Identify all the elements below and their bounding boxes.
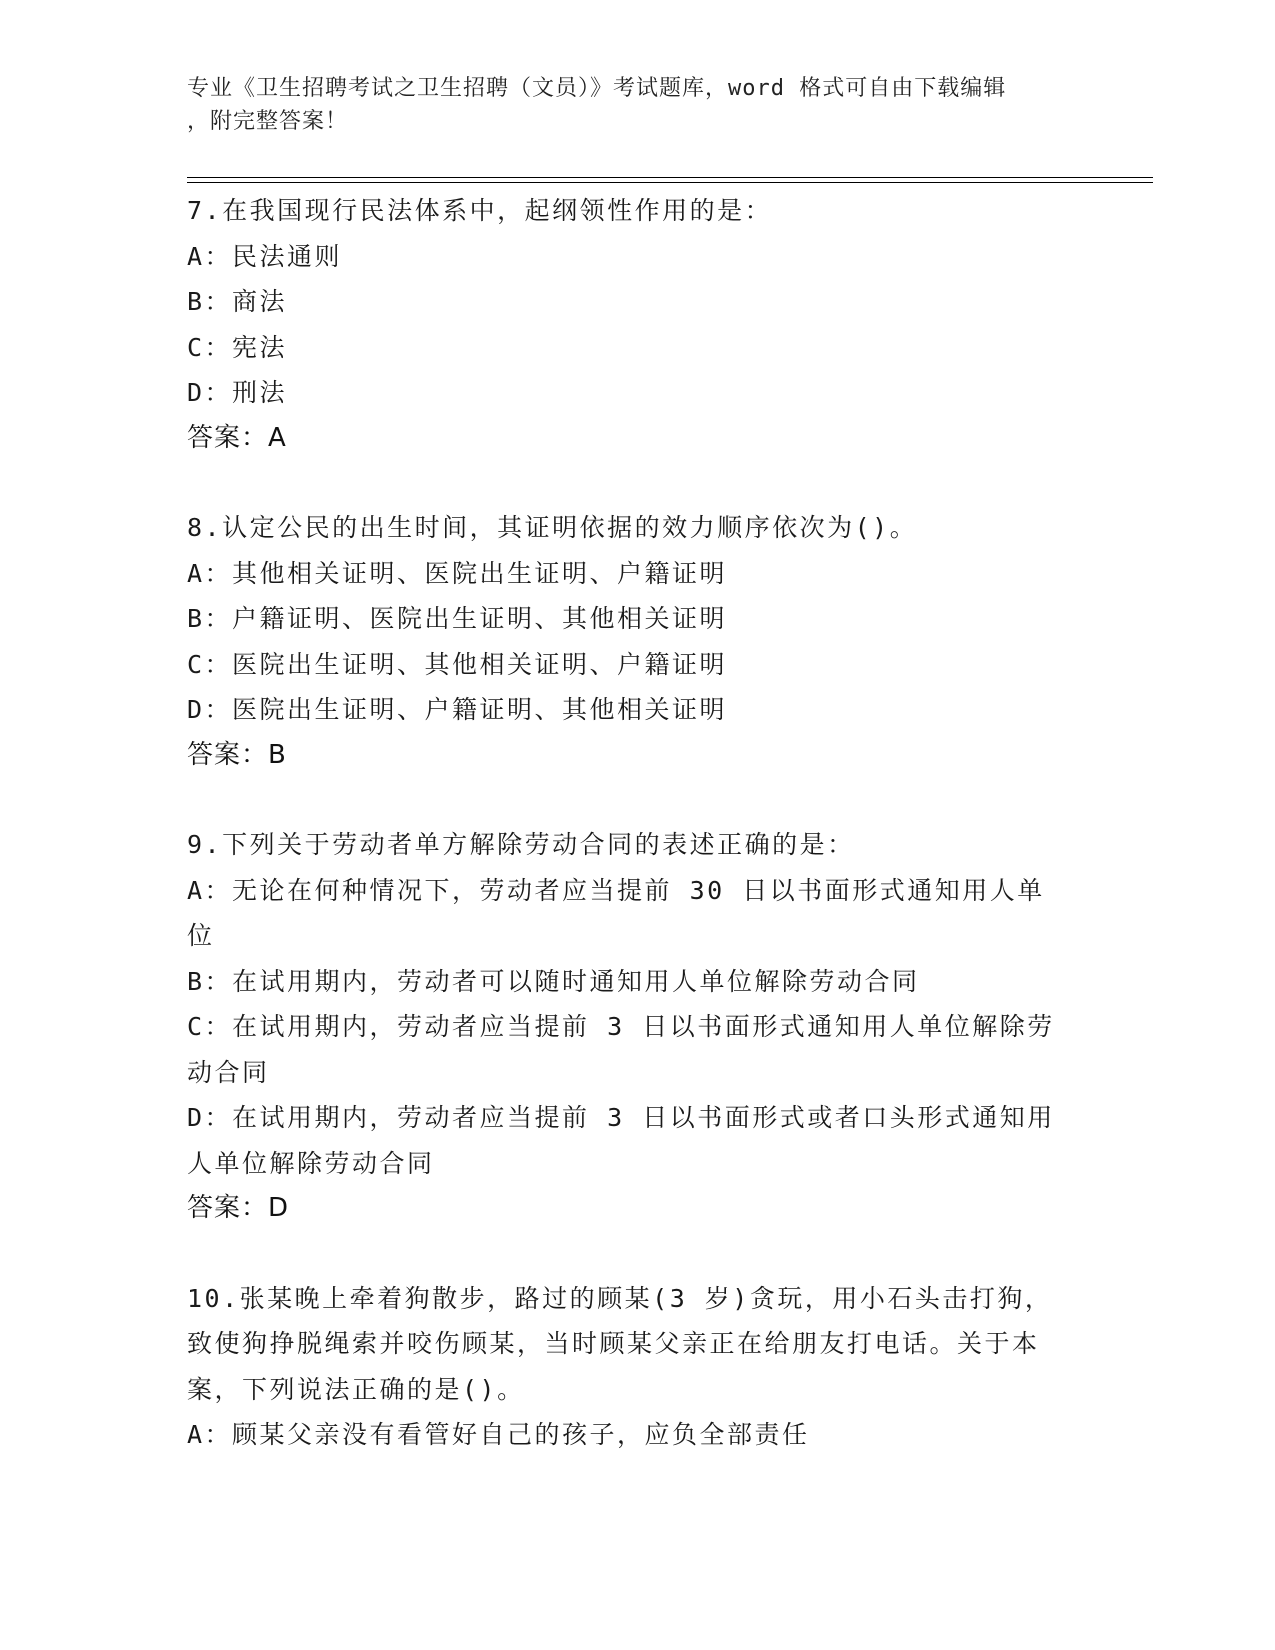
header-line-2: ，附完整答案！ [187,109,349,134]
option-c: C：在试用期内，劳动者应当提前 3 日以书面形式通知用人单位解除劳动合同 [187,1012,1055,1087]
question-7 [187,188,1067,461]
answer-label: 答案：A [187,422,287,453]
question-list [187,188,1067,1502]
question-stem: 8.认定公民的出生时间，其证明依据的效力顺序依次为()。 [187,513,918,542]
option-a: A：顾某父亲没有看管好自己的孩子，应负全部责任 [187,1420,810,1449]
document-header [187,72,1087,138]
option-c: C：宪法 [187,332,288,362]
option-d: D：在试用期内，劳动者应当提前 3 日以书面形式或者口头形式通知用人单位解除劳动合同 [187,1103,1055,1178]
option-a: A：民法通则 [187,241,343,271]
option-c: C：医院出生证明、其他相关证明、户籍证明 [187,649,728,679]
question-stem: 7.在我国现行民法体系中，起纲领性作用的是： [187,196,773,225]
header-line-1: 专业《卫生招聘考试之卫生招聘（文员）》考试题库，word 格式可自由下载编辑 [187,76,1007,101]
answer-label: 答案：B [187,739,287,770]
option-b: B：户籍证明、医院出生证明、其他相关证明 [187,604,728,633]
header-divider-top [187,177,1153,178]
option-b: B：商法 [187,287,288,316]
option-d: D：刑法 [187,378,288,407]
header-divider-bottom [187,182,1153,183]
question-8 [187,505,1067,778]
answer-label: 答案：D [187,1193,290,1223]
option-d: D：医院出生证明、户籍证明、其他相关证明 [187,695,728,724]
option-a: A：无论在何种情况下，劳动者应当提前 30 日以书面形式通知用人单位 [187,875,1045,950]
option-b: B：在试用期内，劳动者可以随时通知用人单位解除劳动合同 [187,966,920,996]
question-10 [187,1276,1067,1458]
question-stem: 9.下列关于劳动者单方解除劳动合同的表述正确的是： [187,830,855,859]
question-stem: 10.张某晚上牵着狗散步，路过的顾某(3 岁)贪玩，用小石头击打狗，致使狗挣脱绳索并咬伤顾某，当时顾某父亲正在给朋友打电话。关于本案，下列说法正确的是()。 [187,1283,1053,1404]
question-9 [187,822,1067,1232]
option-a: A：其他相关证明、医院出生证明、户籍证明 [187,558,728,588]
